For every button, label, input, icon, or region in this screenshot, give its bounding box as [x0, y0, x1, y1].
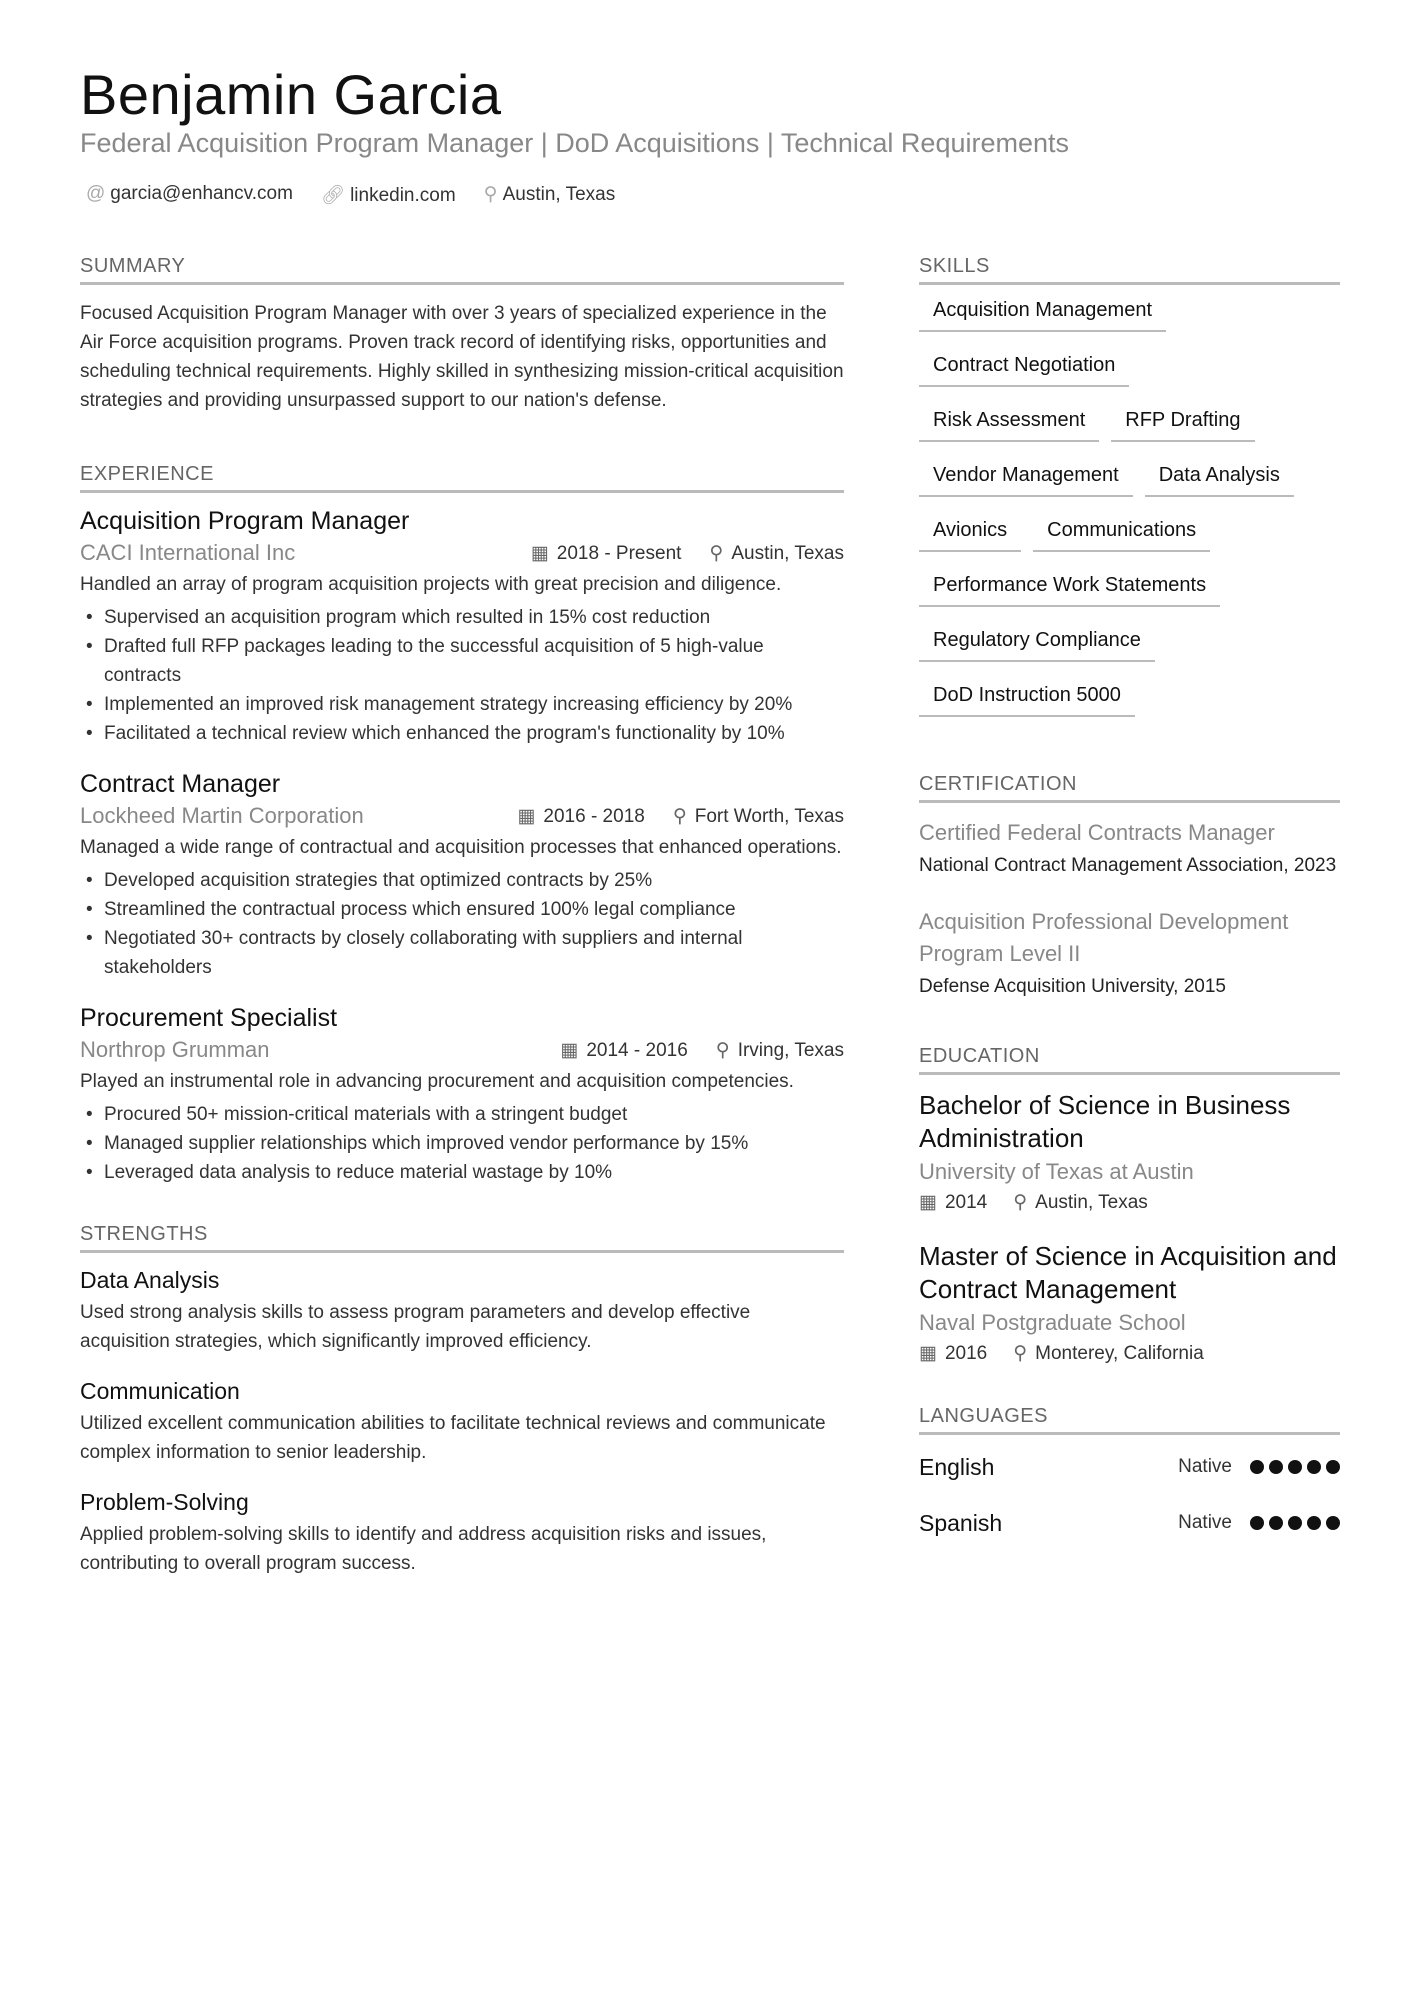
certification-item	[919, 906, 1340, 1001]
language-name: Spanish	[919, 1509, 1003, 1536]
proficiency-rating	[1250, 1460, 1340, 1474]
job-bullets	[80, 866, 844, 982]
calendar-icon: ▦	[560, 1039, 579, 1061]
location-text: Austin, Texas	[502, 184, 616, 205]
skills-list	[919, 289, 1340, 729]
certification-title: Acquisition Professional Development Program Level II	[919, 909, 1289, 966]
rating-dot	[1307, 1516, 1321, 1530]
bullet-item: • Streamlined the contractual process which ensured 100% legal compliance	[80, 895, 844, 924]
skill-tag: Acquisition Management	[919, 289, 1166, 332]
rating-dot	[1307, 1460, 1321, 1474]
skill-tag: Performance Work Statements	[919, 564, 1220, 607]
candidate-title: Federal Acquisition Program Manager | DoD Acquisitions | Technical Requirements	[80, 128, 1070, 158]
job-meta	[80, 1037, 844, 1063]
education-item	[919, 1089, 1340, 1214]
education-year	[919, 1342, 987, 1365]
strengths-list	[80, 1267, 844, 1578]
location-pin-icon: ⚲	[672, 805, 687, 827]
job-date-location	[531, 542, 844, 565]
right-column	[919, 255, 1340, 1551]
link-text[interactable]: linkedin.com	[350, 185, 456, 206]
section-heading-experience: EXPERIENCE	[80, 463, 844, 493]
job-location	[716, 1039, 844, 1062]
education-year	[919, 1191, 987, 1214]
school: Naval Postgraduate School	[919, 1310, 1186, 1335]
calendar-icon: ▦	[517, 805, 536, 827]
year-text: 2016	[944, 1343, 988, 1364]
language-item	[919, 1439, 1340, 1495]
bullet-item: • Drafted full RFP packages leading to the successful acquisition of 5 high-value contracts	[80, 632, 844, 690]
education-location	[1013, 1342, 1204, 1365]
bullet-item: • Implemented an improved risk management strategy increasing efficiency by 20%	[80, 690, 844, 719]
skill-tag: Regulatory Compliance	[919, 619, 1155, 662]
candidate-name: Benjamin Garcia	[80, 63, 502, 126]
language-name: English	[919, 1453, 995, 1480]
skill-tag: DoD Instruction 5000	[919, 674, 1135, 717]
language-level: Native	[1178, 1456, 1232, 1477]
linkedin-contact[interactable]	[321, 183, 456, 207]
skill-tag: Contract Negotiation	[919, 344, 1129, 387]
job-dates	[517, 805, 644, 828]
location-text: Irving, Texas	[737, 1039, 844, 1061]
job-role: Acquisition Program Manager	[80, 507, 410, 535]
bullet-item: • Leveraged data analysis to reduce material wastage by 10%	[80, 1158, 844, 1187]
language-item	[919, 1495, 1340, 1551]
certification-issuer: Defense Acquisition University, 2015	[919, 976, 1226, 997]
skill-tag: Data Analysis	[1145, 454, 1294, 497]
rating-dot	[1269, 1460, 1283, 1474]
strength-item	[80, 1378, 844, 1467]
certification-item	[919, 817, 1340, 880]
certification-issuer: National Contract Management Association, 2023	[919, 855, 1337, 876]
strength-item	[80, 1489, 844, 1578]
rating-dot	[1250, 1460, 1264, 1474]
job-meta	[80, 540, 844, 566]
rating-dot	[1250, 1516, 1264, 1530]
dates-text: 2018 - Present	[556, 542, 682, 564]
rating-dot	[1326, 1460, 1340, 1474]
certification-title: Certified Federal Contracts Manager	[919, 820, 1275, 845]
section-heading-skills: SKILLS	[919, 255, 1340, 285]
bullet-item: • Negotiated 30+ contracts by closely collaborating with suppliers and internal stakeholders	[80, 924, 844, 982]
education-meta	[919, 1191, 1340, 1214]
job-description: Managed a wide range of contractual and acquisition processes that enhanced operations.	[80, 837, 842, 858]
link-icon: 🔗︎	[320, 185, 346, 206]
job-location	[709, 542, 844, 565]
experience-list	[80, 507, 844, 1187]
calendar-icon: ▦	[919, 1343, 937, 1364]
job-description: Handled an array of program acquisition projects with great precision and diligence.	[80, 574, 782, 595]
contact-info	[86, 183, 615, 207]
proficiency-rating	[1250, 1516, 1340, 1530]
summary-text: Focused Acquisition Program Manager with over 3 years of specialized experience in the Air Force acquisition programs. Proven track record of identifying risks, opportunities and scheduling technical requirements. Highly skilled in synthesizing mission-critical acquisition strategies and providing unsurpassed support to our nation's defense.	[80, 303, 844, 411]
rating-dot	[1288, 1460, 1302, 1474]
education-item	[919, 1240, 1340, 1365]
company-name: CACI International Inc	[80, 540, 296, 565]
job-location	[673, 805, 844, 828]
year-text: 2014	[944, 1192, 988, 1213]
rating-dot	[1326, 1516, 1340, 1530]
location-pin-icon: ⚲	[715, 1039, 730, 1061]
at-icon: @	[86, 183, 106, 204]
strength-text: Applied problem-solving skills to identify and address acquisition risks and issues, contributing to overall program success.	[80, 1524, 767, 1574]
skill-tag: Avionics	[919, 509, 1021, 552]
location-contact	[484, 183, 616, 207]
location-text: Austin, Texas	[731, 542, 844, 564]
job-bullets	[80, 1100, 844, 1187]
education-list	[919, 1089, 1340, 1365]
experience-entry	[80, 770, 844, 982]
job-bullets	[80, 603, 844, 748]
education-meta	[919, 1342, 1340, 1365]
location-pin-icon: ⚲	[709, 542, 724, 564]
degree: Bachelor of Science in Business Administration	[919, 1090, 1291, 1153]
skill-tag: RFP Drafting	[1111, 399, 1254, 442]
languages-list	[919, 1439, 1340, 1551]
bullet-item: • Developed acquisition strategies that optimized contracts by 25%	[80, 866, 844, 895]
bullet-item: • Supervised an acquisition program which resulted in 15% cost reduction	[80, 603, 844, 632]
section-heading-education: EDUCATION	[919, 1045, 1340, 1075]
strength-text: Utilized excellent communication abilities to facilitate technical reviews and communicate complex information to senior leadership.	[80, 1413, 826, 1463]
email-text[interactable]: garcia@enhancv.com	[110, 183, 293, 204]
location-text: Fort Worth, Texas	[694, 805, 844, 827]
section-heading-summary: SUMMARY	[80, 255, 844, 285]
job-meta	[80, 803, 844, 829]
skill-tag: Risk Assessment	[919, 399, 1099, 442]
bullet-item: • Facilitated a technical review which enhanced the program's functionality by 10%	[80, 719, 844, 748]
strength-title: Problem-Solving	[80, 1489, 249, 1515]
experience-entry	[80, 507, 844, 748]
location-pin-icon: ⚲	[483, 184, 498, 205]
education-location	[1013, 1191, 1148, 1214]
rating-dot	[1288, 1516, 1302, 1530]
location-pin-icon: ⚲	[1013, 1192, 1028, 1213]
bullet-item: • Managed supplier relationships which improved vendor performance by 15%	[80, 1129, 844, 1158]
dates-text: 2014 - 2016	[586, 1039, 688, 1061]
calendar-icon: ▦	[919, 1192, 937, 1213]
degree: Master of Science in Acquisition and Contract Management	[919, 1241, 1337, 1304]
experience-entry	[80, 1004, 844, 1187]
job-date-location	[517, 805, 844, 828]
section-heading-languages: LANGUAGES	[919, 1405, 1340, 1435]
location-text: Monterey, California	[1035, 1343, 1204, 1364]
strength-text: Used strong analysis skills to assess program parameters and develop effective acquisition strategies, which significantly improved efficiency.	[80, 1302, 751, 1352]
location-text: Austin, Texas	[1035, 1192, 1148, 1213]
skill-tag: Vendor Management	[919, 454, 1133, 497]
section-heading-certification: CERTIFICATION	[919, 773, 1340, 803]
company-name: Lockheed Martin Corporation	[80, 803, 364, 828]
job-role: Contract Manager	[80, 770, 281, 798]
left-column	[80, 255, 844, 1600]
location-pin-icon: ⚲	[1013, 1343, 1028, 1364]
strength-title: Data Analysis	[80, 1267, 220, 1293]
language-level: Native	[1178, 1512, 1232, 1533]
job-dates	[531, 542, 682, 565]
calendar-icon: ▦	[530, 542, 549, 564]
language-proficiency	[1178, 1456, 1340, 1478]
job-date-location	[560, 1039, 844, 1062]
job-dates	[560, 1039, 687, 1062]
email-contact[interactable]	[86, 183, 293, 207]
section-heading-strengths: STRENGTHS	[80, 1223, 844, 1253]
certification-list	[919, 817, 1340, 1001]
skill-tag: Communications	[1033, 509, 1210, 552]
bullet-item: • Procured 50+ mission-critical materials with a stringent budget	[80, 1100, 844, 1129]
school: University of Texas at Austin	[919, 1159, 1194, 1184]
job-role: Procurement Specialist	[80, 1004, 338, 1032]
language-proficiency	[1178, 1512, 1340, 1534]
job-description: Played an instrumental role in advancing procurement and acquisition competencies.	[80, 1071, 794, 1092]
strength-title: Communication	[80, 1378, 240, 1404]
company-name: Northrop Grumman	[80, 1037, 270, 1062]
strength-item	[80, 1267, 844, 1356]
rating-dot	[1269, 1516, 1283, 1530]
dates-text: 2016 - 2018	[543, 805, 645, 827]
